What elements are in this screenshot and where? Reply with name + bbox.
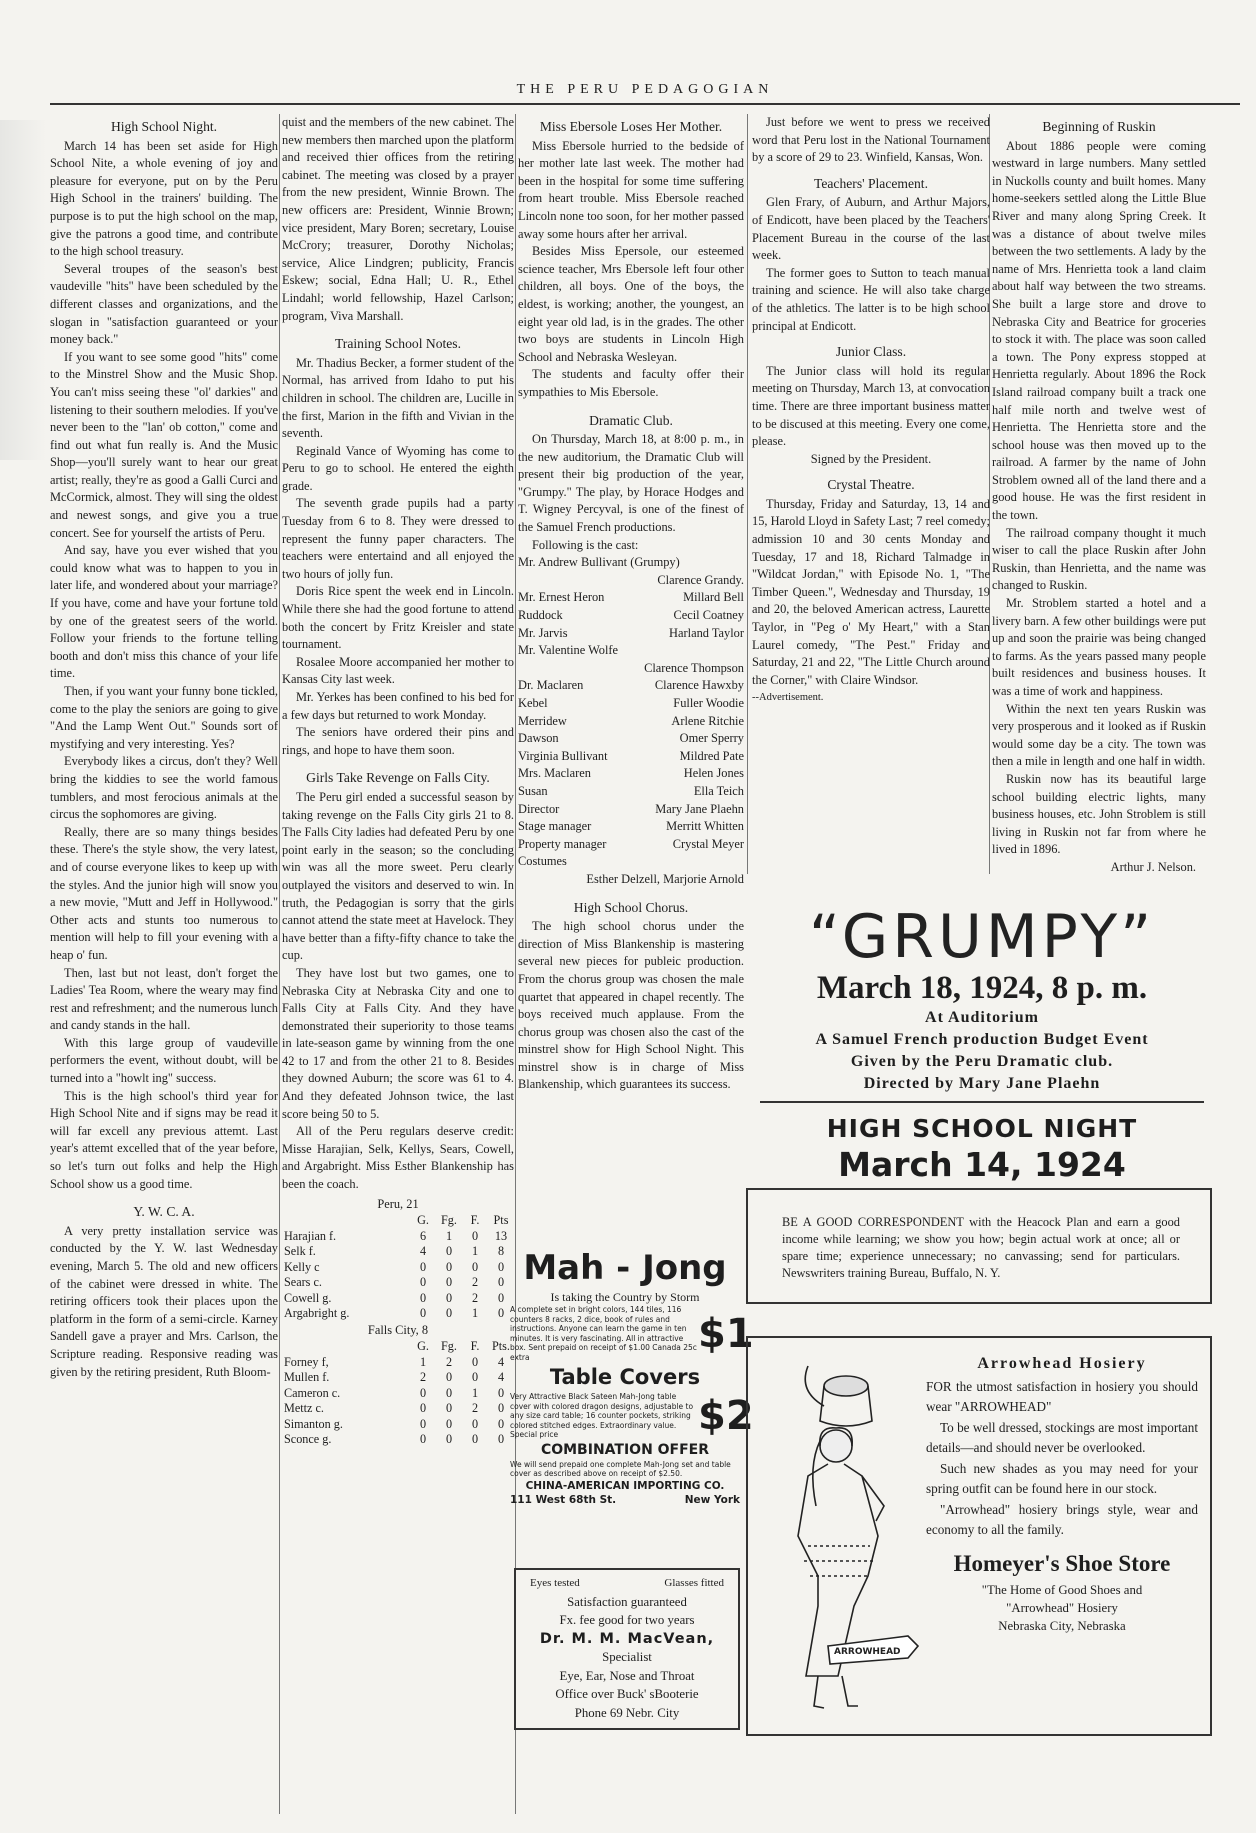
- mah-jong-advertisement: [510, 1246, 754, 1541]
- article-paragraph: Reginald Vance of Wyoming has come to Peru to go to school. He entered the eighth grade.: [282, 443, 514, 493]
- article-title-high-school-night: High School Night.: [110, 119, 218, 134]
- article-paragraph: Mr. Stroblem started a hotel and a livery barn. A few other buildings were put up and soon the prairie was being changed to farms. As the years passed many people built residences and business houses. It was a time of work and happiness.: [992, 596, 1206, 698]
- junior-class-signature: Signed by the President.: [810, 451, 932, 466]
- arrowhead-heading: Arrowhead Hosiery: [977, 1355, 1147, 1372]
- cast-role: Director: [518, 801, 560, 816]
- author-signature: Arthur J. Nelson.: [1110, 859, 1196, 874]
- cell: 4: [419, 1244, 427, 1259]
- store-tagline: "The Home of Good Shoes and: [981, 1582, 1143, 1597]
- cast-row: [518, 713, 744, 731]
- cast-actor: Crystal Meyer: [672, 836, 744, 851]
- glasses-fitted-label: Glasses fitted: [664, 1577, 724, 1589]
- grumpy-title: “GRUMPY”: [808, 902, 1156, 972]
- header-cell: Pts.: [492, 1339, 510, 1354]
- article-paragraph: Then, if you want your funny bone tickled, come to the play the seniors are going to give "And the Lamp Went Out." Sounds sort of mystifying and very interesting. Yes?: [50, 684, 278, 751]
- article-paragraph: The high school chorus under the direction of Miss Blankenship is mastering several new pieces for publeic production. From the chorus group was chosen the male quartet that appeared in chapel recently. The boys received much applause. From the chorus group was chosen also the cast of the minstrel show for High School Night. This minstrel show is in charge of Miss Blankenship, which guarantees its success.: [518, 919, 744, 1092]
- cast-row: [518, 660, 744, 678]
- cell: 0: [497, 1290, 505, 1305]
- table-row: [282, 1306, 514, 1322]
- article-paragraph: Doris Rice spent the week end in Lincoln. While there she had the good fortune to attend both the concert by Fritz Kreisler and state tournament.: [282, 584, 514, 652]
- table-row: [282, 1275, 514, 1291]
- cast-row: [518, 607, 744, 625]
- cell: 0: [445, 1244, 453, 1259]
- cast-role: Susan: [518, 783, 548, 798]
- table-row: [282, 1355, 514, 1371]
- article-paragraph: Then, last but not least, don't forget the Ladies' Tea Room, where the weary may find rest and refreshment; and the numerous lunch and candy stands in the hall.: [50, 965, 278, 1033]
- cell: 0: [471, 1370, 479, 1385]
- article-title-training-school: Training School Notes.: [334, 336, 461, 352]
- cast-list: [518, 554, 744, 888]
- cell: 0: [445, 1416, 453, 1431]
- table-row: [282, 1417, 514, 1433]
- company-city: New York: [684, 1493, 740, 1506]
- cast-actor: Omer Sperry: [679, 731, 744, 746]
- article-title-teachers-placement: Teachers' Placement.: [814, 175, 928, 191]
- cell: Simanton g.: [284, 1416, 343, 1431]
- cell: Cowell g.: [284, 1290, 332, 1305]
- table-row: [282, 1386, 514, 1402]
- box-score-peru: [282, 1213, 514, 1322]
- cell: 13: [494, 1228, 508, 1243]
- cell: 0: [419, 1306, 427, 1321]
- cell: 0: [419, 1432, 427, 1447]
- article-paragraph: The railroad company thought it much wiser to call the place Ruskin after John Ruskin, than Henrietta, and the name was changed to Ruskin.: [992, 525, 1206, 593]
- table-cover-description: Very Attractive Black Sateen Mah-Jong table cover with colored dragon designs, adjustable to any size card table; 16 counter pockets, striking colored stitched edges. Extraordinary value. Special price: [510, 1392, 694, 1439]
- high-school-night-date: March 14, 1924: [838, 1145, 1126, 1184]
- optometrist-header: [516, 1574, 738, 1593]
- cast-row: [518, 818, 744, 836]
- cast-actor: Ella Teich: [693, 783, 744, 798]
- box-score-falls-city: [282, 1339, 514, 1448]
- scan-edge-shadow: [0, 120, 46, 460]
- eyes-tested-label: Eyes tested: [530, 1577, 580, 1589]
- cast-actor: Harland Taylor: [669, 625, 744, 640]
- article-paragraph: The seniors have ordered their pins and rings, and hope to have them soon.: [282, 725, 514, 757]
- article-paragraph: Rosalee Moore accompanied her mother to Kansas City last week.: [282, 654, 514, 687]
- cell: 0: [497, 1259, 505, 1274]
- cast-row: [518, 554, 744, 572]
- article-paragraph: Thursday, Friday and Saturday, 13, 14 and 15, Harold Lloyd in Safety Last; 7 reel comedy; admission 10 and 30 cents Monday and Tuesday, 17 and 18, Richard Talmadge in "Wildcat Jordan," with Episode No. 1, "The Timber Queen.", Wednesday and Thursday, 19 and 20, the beloved American actress, Laurette Taylor, in "Peg o' My Heart," with a Stan Laurel comedy, "The Pest." Friday and Saturday, 21 and 22, "The Little Church around the Corner," with Claire Windsor.: [752, 496, 990, 687]
- cell: Harajian f.: [284, 1228, 337, 1243]
- table-row: [282, 1260, 514, 1276]
- costumes-names: Esther Delzell, Marjorie Arnold: [586, 871, 744, 886]
- store-name: Homeyer's Shoe Store: [953, 1550, 1171, 1576]
- article-paragraph: quist and the members of the new cabinet. The new members then marched upon the platform and received thier offices from the retiring cabinet. The meeting was closed by a prayer from the new president, Winnie Brown. The new officers are: President, Winnie Brown; vice president, Mary Boren; secretary, Louise McCrory; treasurer, Dorothy Nicholas; service, Alice Lindgren; publicity, Francis Eskew; social, Edna Hall; U. R., Ethel Lindahl; world fellowship, Hazel Carlson; program, Viva Marshall.: [282, 115, 514, 323]
- column-4: [752, 114, 990, 707]
- header-cell: G.: [417, 1339, 429, 1354]
- cell: 0: [445, 1401, 453, 1416]
- article-paragraph: The Junior class will hold its regular meeting on Thursday, March 13, at convocation time. There are three important business matter to be discused at this meeting. Every one come, please.: [752, 363, 990, 449]
- cell: 4: [497, 1370, 505, 1385]
- article-paragraph: Mr. Thadius Becker, a former student of the Normal, has arrived from Idaho to put his children in school. The children are, Lucille in the first, Marion in the fifth and Vivian in the seventh.: [282, 355, 514, 441]
- cell: 1: [471, 1306, 479, 1321]
- table-cover-offer: [510, 1392, 754, 1440]
- article-paragraph: Ruskin now has its beautiful large school building electric lights, many business houses, etc. John Stroblem is still living in Ruskin not far from where he lived in 1896.: [992, 771, 1206, 857]
- cell: 8: [497, 1244, 505, 1259]
- cell: 0: [471, 1354, 479, 1369]
- arrowhead-paragraph: Such new shades as you may need for your spring outfit can be found here in our stock.: [926, 1460, 1198, 1496]
- cell: 0: [497, 1275, 505, 1290]
- cast-role: Kebel: [518, 696, 548, 710]
- article-paragraph: Really, there are so many things besides these. There's the style show, the very latest, and of course everyone likes to keep up with the styles. And the junior high will snow you a new movie, "Mutt and Jeff in Hollywood." Other acts and stunts too numerous to mention will help to fill your evening with a heap o' fun.: [50, 824, 278, 962]
- cell: 0: [445, 1259, 453, 1274]
- article-paragraph: A very pretty installation service was conducted by the Y. W. last Wednesday evening, March 5. The old and new officers of the cabinet were dressed in white. The retiring officers took their places upon the platform in the form of a semi-circle. Karney Sandell gave a prayer and Mrs. Carlson, the Scripture reading. Responsive reading was given by the retiring president, Ruth Bloom-: [50, 1223, 278, 1379]
- optometrist-advertisement: [514, 1568, 740, 1730]
- mah-jong-set-description: A complete set in bright colors, 144 tiles, 116 counters 8 racks, 2 dice, book of rules and instructions. Anyone can learn the game in ten minutes. It is very fascinating. All in attractive box. Sent prepaid on receipt of $1.00 Canada 25c extra: [510, 1305, 697, 1362]
- cell: 0: [471, 1259, 479, 1274]
- optometrist-line: Fx. fee good for two years: [559, 1613, 695, 1627]
- header-cell: Fg.: [441, 1339, 457, 1354]
- cell: 0: [419, 1385, 427, 1400]
- table-row: [282, 1401, 514, 1417]
- article-paragraph: And say, have you ever wished that you could know what was to happen to you in later life, and wondered about your marriage? If you have, come and have your fortune told by one of the greatest seers of the world. Follow your friends to the fortune telling booth and don't miss this chance of your life time.: [50, 543, 278, 681]
- cast-row: [518, 695, 744, 713]
- cast-row: [518, 589, 744, 607]
- table-covers-title: Table Covers: [549, 1365, 701, 1389]
- ad-divider: [760, 1101, 1204, 1103]
- cell: 0: [445, 1275, 453, 1290]
- cast-row: [518, 748, 744, 766]
- arrowhead-copy: [926, 1354, 1198, 1635]
- cell: Cameron c.: [284, 1385, 341, 1400]
- cast-role: Mrs. Maclaren: [518, 766, 591, 781]
- grumpy-production: A Samuel French production Budget Event: [815, 1031, 1149, 1048]
- mah-jong-set-offer: [510, 1305, 754, 1362]
- correspondent-advertisement: BE A GOOD CORRESPONDENT with the Heacock Plan and earn a good income while learning; we show you how; begin actual work at once; all or spare time; experience unnecessary; no canvassing; send for particulars. Newswriters training Bureau, Buffalo, N. Y.: [746, 1188, 1212, 1304]
- header-cell: F.: [470, 1213, 480, 1228]
- optometrist-line: Specialist: [602, 1650, 652, 1664]
- column-5: [992, 114, 1206, 877]
- cell: 2: [471, 1275, 479, 1290]
- box-score-header: [282, 1339, 514, 1355]
- cell: Kelly c: [284, 1259, 320, 1274]
- cell: 4: [497, 1354, 505, 1369]
- article-title-junior-class: Junior Class.: [835, 344, 907, 360]
- table-cover-price: $2: [698, 1392, 754, 1439]
- cell: 0: [497, 1432, 505, 1447]
- grumpy-venue: At Auditorium: [925, 1009, 1039, 1026]
- mah-jong-title: Mah - Jong: [523, 1248, 727, 1288]
- cell: 0: [445, 1385, 453, 1400]
- article-paragraph: The students and faculty offer their sympathies to Mis Ebersole.: [518, 367, 744, 399]
- article-paragraph: On Thursday, March 18, at 8:00 p. m., in the new auditorium, the Dramatic Club will present their big production of the year, "Grumpy." The play, by Horace Hodges and T. Wigney Percyval, is one of the finest of the Samuel French productions.: [518, 432, 744, 535]
- cast-actor: Clarence Hawxby: [654, 678, 744, 693]
- cell: 0: [419, 1416, 427, 1431]
- cast-row: [518, 853, 744, 871]
- cast-row: [518, 801, 744, 819]
- column-1: [50, 114, 278, 1381]
- cell: 2: [445, 1354, 453, 1369]
- combination-offer-title: COMBINATION OFFER: [540, 1441, 710, 1458]
- article-paragraph: Everybody likes a circus, don't they? Well bring the kiddies to see the world famous tumblers, and most ferocious animals at the circus the sophomores are giving.: [50, 754, 278, 822]
- cell: 0: [419, 1401, 427, 1416]
- cast-actor: Arlene Ritchie: [671, 713, 744, 728]
- cell: 1: [419, 1354, 427, 1369]
- optometrist-name: Dr. M. M. MacVean,: [539, 1630, 715, 1647]
- optometrist-line: Eye, Ear, Nose and Throat: [559, 1668, 695, 1683]
- cast-row: [518, 625, 744, 643]
- article-title-girls-revenge: Girls Take Revenge on Falls City.: [306, 770, 490, 786]
- store-location: Nebraska City, Nebraska: [998, 1618, 1126, 1633]
- optometrist-line: Phone 69 Nebr. City: [574, 1705, 680, 1720]
- table-row: [282, 1229, 514, 1245]
- cell: 1: [471, 1385, 479, 1400]
- column-rule: [279, 114, 280, 1814]
- header-cell: F.: [470, 1339, 480, 1354]
- cell: 0: [445, 1306, 453, 1321]
- cell: 0: [419, 1290, 427, 1305]
- cell: Selk f.: [284, 1244, 316, 1259]
- high-school-night-heading: HIGH SCHOOL NIGHT: [826, 1114, 1138, 1143]
- cell: 0: [497, 1416, 505, 1431]
- grumpy-director: Directed by Mary Jane Plaehn: [863, 1075, 1101, 1092]
- cell: 0: [471, 1432, 479, 1447]
- advertisement-note: --Advertisement.: [752, 692, 824, 704]
- article-paragraph: The seventh grade pupils had a party Tuesday from 6 to 8. They were dressed to represent the funny paper characters. The teachers were entertaind and all enjoyed the two hours of jolly fun.: [282, 496, 514, 581]
- arrowhead-paragraph: FOR the utmost satisfaction in hosiery you should wear "ARROWHEAD": [926, 1378, 1198, 1414]
- header-cell: Fg.: [441, 1213, 457, 1228]
- cast-actor: Clarence Grandy.: [657, 572, 744, 587]
- cast-role: Mr. Andrew Bullivant (Grumpy): [518, 555, 680, 570]
- cell: 0: [471, 1228, 479, 1243]
- mah-jong-set-price: $1: [698, 1310, 754, 1357]
- cell: 0: [419, 1275, 427, 1290]
- company-address: [510, 1493, 740, 1507]
- masthead: THE PERU PEDAGOGIAN: [516, 82, 774, 97]
- cell: 2: [471, 1290, 479, 1305]
- cast-actor: Helen Jones: [683, 766, 744, 781]
- cast-role: Stage manager: [518, 819, 592, 834]
- cell: Argabright g.: [284, 1306, 350, 1321]
- column-rule: [747, 114, 748, 874]
- arrowhead-paragraph: To be well dressed, stockings are most important details—and should never be overlooked.: [926, 1419, 1198, 1455]
- box-score-title-falls-city: Falls City, 8: [367, 1322, 429, 1337]
- article-title-ebersole: Miss Ebersole Loses Her Mother.: [539, 119, 723, 134]
- cell: 0: [497, 1385, 505, 1400]
- article-paragraph: Miss Ebersole hurried to the bedside of her mother late last week. The mother had been in the hospital for some time suffering from heart trouble. Miss Ebersole reached Lincoln none too soon, for her mother passed away some hours after her arrival.: [518, 138, 744, 241]
- cast-actor: Merritt Whitten: [666, 819, 744, 834]
- header-cell: G.: [417, 1213, 429, 1228]
- cast-row: [518, 783, 744, 801]
- table-row: [282, 1432, 514, 1448]
- cast-role: Costumes: [518, 854, 567, 869]
- cast-role: Mr. Jarvis: [518, 625, 568, 640]
- cell: 0: [419, 1259, 427, 1274]
- store-tagline: "Arrowhead" Hosiery: [1006, 1600, 1118, 1615]
- table-row: [282, 1291, 514, 1307]
- article-paragraph: The Peru girl ended a successful season by taking revenge on the Falls City girls 21 to 8. The Falls City ladies had defeated Peru by one point early in the season; so the concluding win was all the more sweet. Peru clearly outplayed the visitors and deserved to win. In truth, the Pedagogian is sorry that the girls cannot attend the state meet at Havelock. They have better than a fifty-fifty chance to take the cup.: [282, 789, 514, 963]
- box-score-header: [282, 1213, 514, 1229]
- cast-actor: Millard Bell: [683, 590, 744, 605]
- cast-role: Property manager: [518, 836, 607, 851]
- masthead-rule: [50, 103, 1240, 105]
- table-row: [282, 1370, 514, 1386]
- optometrist-line: Office over Buck' sBooterie: [555, 1687, 699, 1701]
- cast-role: Mr. Valentine Wolfe: [518, 643, 619, 658]
- grumpy-presenter: Given by the Peru Dramatic club.: [850, 1053, 1114, 1070]
- cell: Sears c.: [284, 1275, 322, 1290]
- article-title-crystal-theatre: Crystal Theatre.: [827, 477, 915, 493]
- column-2: [282, 114, 514, 1448]
- article-paragraph: If you want to see some good "hits" come to the Minstrel Show and the Music Shop. You can't miss seeing these "ol' darkies" and listening to their southern melodies. If you've never been to the "lan' ob cotton," come and find out what fun really is. And the Music Shop—you'll surely want to hear our great artist; really, they're as good a Galli Curci and McCormick, almost. They will sing the oldest and newest songs, and give you a true concert. See for yourself the artists of Peru.: [50, 349, 278, 540]
- cast-row: [518, 730, 744, 748]
- grumpy-date: March 18, 1924, 8 p. m.: [816, 970, 1148, 1006]
- cast-row: [518, 836, 744, 854]
- combination-offer-description: We will send prepaid one complete Mah-Jong set and table cover as described above on receipt of $2.50.: [510, 1459, 731, 1478]
- cast-actor: Fuller Woodie: [673, 696, 744, 710]
- cell: 0: [497, 1401, 505, 1416]
- cell: 2: [471, 1401, 479, 1416]
- cast-role: Dawson: [518, 731, 559, 746]
- article-paragraph: Just before we went to press we received word that Peru lost in the National Tournament by a score of 29 to 23. Winfield, Kansas, Won.: [752, 115, 990, 165]
- article-paragraph: Mr. Yerkes has been confined to his bed for a few days but returned to work Monday.: [282, 690, 514, 722]
- cell: 0: [445, 1370, 453, 1385]
- cell: 0: [445, 1432, 453, 1447]
- article-title-ywca: Y. W. C. A.: [133, 1204, 195, 1220]
- grumpy-advertisement: [752, 902, 1212, 1185]
- article-title-chorus: High School Chorus.: [573, 899, 689, 915]
- article-paragraph: About 1886 people were coming westward in large numbers. Many settled in Nuckolls county and built homes. Many home-seekers settled along the Little Blue River and many along Spring Creek. It was a distance of about twelve miles between the two settlements. A lady by the name of Mrs. Henrietta took a land claim about half way between the two streams. She built a large store and drove to Nebraska City and Beatrice for groceries to stock it with. The place was soon called a town. The Pony express stopped at Henrietta regularly. About 1896 the Rock Island railroad company built a track one half mile north and twelve west of Henrietta. The Henrietta store and the school house was then moved up to the railroad. A farmer by the name of John Stroblem owned all of the land there and a good house. He was the first resident in the town.: [992, 138, 1206, 523]
- article-paragraph: Several troupes of the season's best vaudeville "hits" have been scheduled by the different classes and organizations, and the slogan in "satisfaction guaranteed or your money back.": [50, 261, 278, 347]
- company-name: CHINA-AMERICAN IMPORTING CO.: [525, 1479, 725, 1492]
- arrowhead-paragraph: "Arrowhead" hosiery brings style, wear and economy to all the family.: [926, 1501, 1198, 1537]
- woman-illustration: [758, 1346, 923, 1726]
- column-rule: [515, 114, 516, 1814]
- article-paragraph: All of the Peru regulars deserve credit: Misse Harajian, Selk, Kellys, Sears, Cowell, and Argabright. Miss Esther Blankenship has been the coach.: [282, 1124, 514, 1192]
- cast-role: Dr. Maclaren: [518, 678, 584, 693]
- header-cell: Pts: [493, 1213, 509, 1228]
- cast-row: [518, 642, 744, 660]
- arrowhead-logo: [828, 1636, 918, 1664]
- cast-role: Ruddock: [518, 608, 563, 623]
- article-paragraph: March 14 has been set aside for High School Nite, a whole evening of joy and pleasure for everyone, put on by the Peru High School in the trainers' building. The purpose is to put the high school on the map, give the patrons a good time, and contribute to the high school treasury.: [50, 138, 278, 259]
- cell: Forney f,: [284, 1354, 329, 1369]
- article-paragraph: Besides Miss Epersole, our esteemed science teacher, Mrs Ebersole left four other children, all boys. One of the boys, the eldest, is working; another, the youngest, an eight year old lad, is in the grades. The other two boys are students in Lincoln High School and Nebraska Wesleyan.: [518, 244, 744, 364]
- cell: 0: [497, 1306, 505, 1321]
- article-paragraph: They have lost but two games, one to Nebraska City at Nebraska City and one to Falls City at Falls City. And they have demonstrated their superiority to those teams in late-season game by winning from the one 42 to 17 and from the other 21 to 8. Besides they downed Auburn; the score was 61 to 4. And they defeated Johnson twice, the last score being 50 to 5.: [282, 965, 514, 1121]
- arrowhead-hosiery-advertisement: [746, 1336, 1212, 1736]
- article-paragraph: Within the next ten years Ruskin was very prosperous and it looked as if Ruskin would some day be a city. The town was then a mile in length and one half in width.: [992, 701, 1206, 769]
- cell: 1: [445, 1228, 453, 1243]
- cell: 0: [445, 1290, 453, 1305]
- cast-actor: Mary Jane Plaehn: [655, 801, 744, 816]
- cast-role: Virginia Bullivant: [518, 748, 608, 763]
- arrowhead-logo-text: ARROWHEAD: [834, 1647, 901, 1657]
- cast-actor: Cecil Coatney: [673, 608, 744, 623]
- company-street: 111 West 68th St.: [510, 1493, 617, 1506]
- cast-row: [518, 677, 744, 695]
- cell: Mullen f.: [284, 1370, 330, 1385]
- cast-row: [518, 765, 744, 783]
- article-paragraph: Following is the cast:: [532, 537, 639, 552]
- optometrist-line: Satisfaction guaranteed: [567, 1594, 687, 1609]
- article-paragraph: This is the high school's third year for High School Nite and if signs may be read it will far excell any previous attemt. Last year's attemt excelled that of the year before, so let's turn out folks and help the High School show us a good time.: [50, 1088, 278, 1191]
- table-row: [282, 1244, 514, 1260]
- cast-role: Merridew: [518, 713, 567, 728]
- cast-role: Mr. Ernest Heron: [518, 590, 605, 605]
- article-paragraph: Glen Frary, of Auburn, and Arthur Majors, of Endicott, have been placed by the Teachers' Placement Bureau in the course of the last week.: [752, 195, 990, 263]
- cast-actor: Clarence Thompson: [644, 660, 744, 675]
- column-3: [518, 114, 744, 1094]
- cell: 1: [471, 1244, 479, 1259]
- cell: 2: [419, 1370, 427, 1385]
- cell: 0: [471, 1416, 479, 1431]
- article-title-ruskin: Beginning of Ruskin: [1042, 119, 1156, 134]
- article-paragraph: With this large group of vaudeville performers the event, without doubt, will be turned into a "howlt ing" success.: [50, 1035, 278, 1086]
- article-title-dramatic-club: Dramatic Club.: [589, 412, 673, 428]
- mah-jong-subtitle: Is taking the Country by Storm: [550, 1290, 700, 1304]
- cell: Sconce g.: [284, 1432, 332, 1447]
- cast-row: [518, 572, 744, 590]
- box-score-title-peru: Peru, 21: [377, 1196, 419, 1211]
- cell: 6: [419, 1228, 427, 1243]
- cell: Mettz c.: [284, 1401, 324, 1416]
- cast-actor: Mildred Pate: [679, 748, 744, 763]
- article-paragraph: The former goes to Sutton to teach manual training and science. He will also take charge of the athletics. The latter is to be high school principal at Endicott.: [752, 265, 990, 333]
